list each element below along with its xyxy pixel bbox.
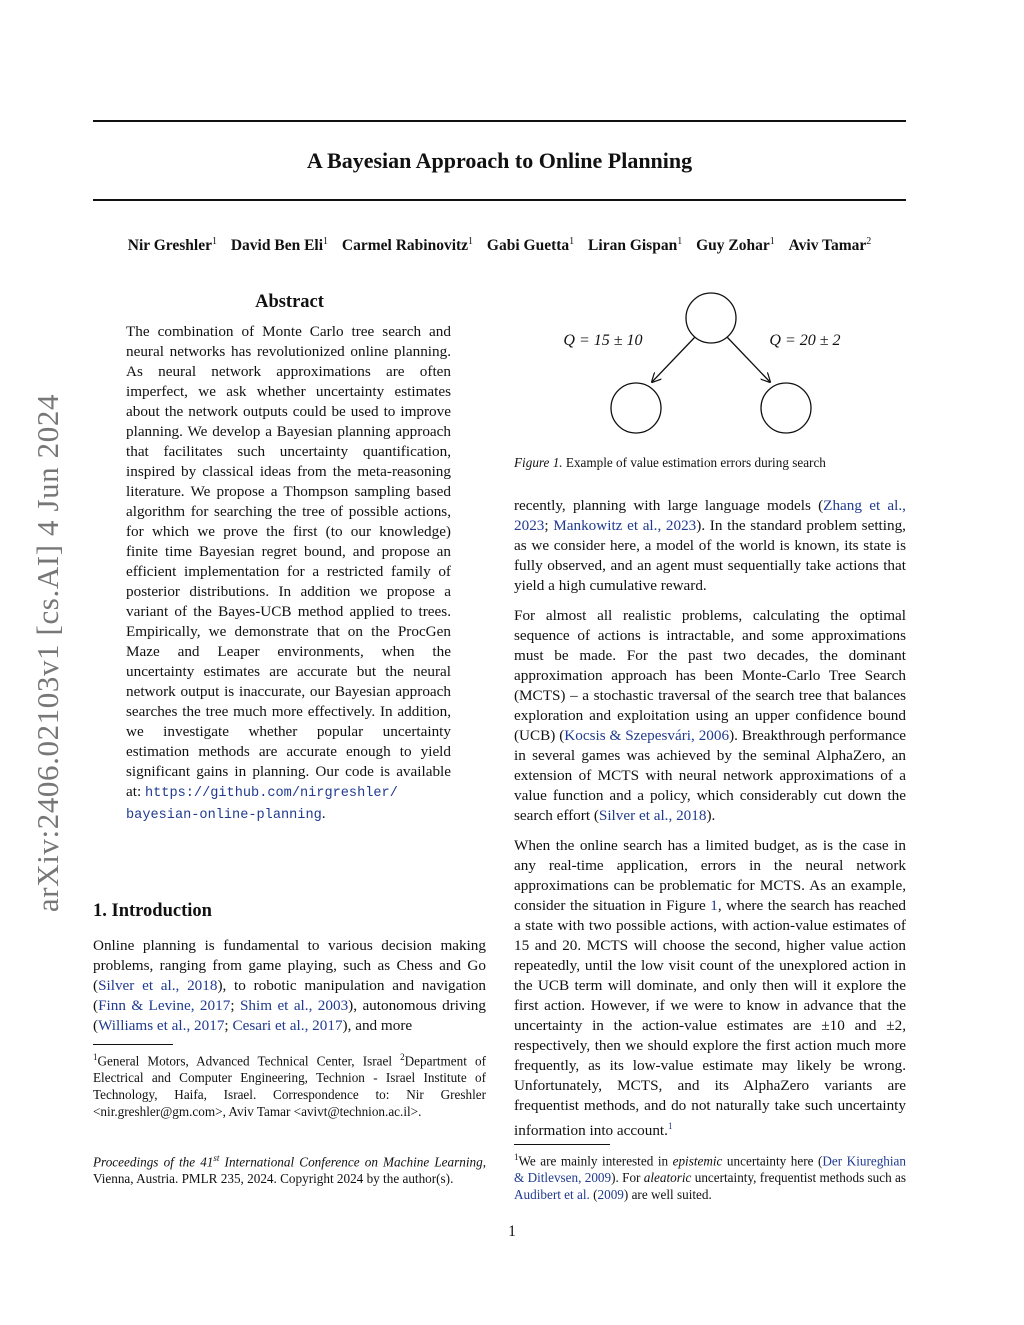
- citation-link[interactable]: Cesari et al., 2017: [232, 1017, 343, 1034]
- proceedings-note: Proceedings of the 41st International Conference on Machine Learning, Vienna, Austria. PMLR 235, 2024. Copyright 2024 by the author(s).: [93, 1153, 486, 1187]
- author: Nir Greshler$^1$: [127, 236, 217, 255]
- citation-link[interactable]: Shim et al., 2003: [239, 997, 349, 1014]
- footnote-rule: [514, 1144, 610, 1145]
- code-link-cont[interactable]: bayesian-online-planning: [126, 808, 322, 823]
- citation-link[interactable]: Silver et al., 2018: [598, 807, 707, 824]
- author: Liran Gispan$^1$: [588, 236, 683, 255]
- author-list: [93, 236, 906, 255]
- citation-link[interactable]: 2009: [597, 1187, 624, 1203]
- author: Guy Zohar$^1$: [696, 236, 775, 255]
- affiliation-footnote: $^1$General Motors, Advanced Technical Center, Israel $^2$Department of Electrical and Computer Engineering, Technion - Israel Institute of Technology, Haifa, Israel. Correspondence to: Nir Greshler <nir.greshler@gm.com>, Aviv Tamar <avivt@technion.ac.il>.: [93, 1052, 486, 1120]
- right-child-node: [761, 383, 811, 433]
- citation-link[interactable]: Kocsis & Szepesvári, 2006: [564, 727, 730, 744]
- abstract-heading: Abstract: [255, 292, 324, 312]
- citation-link[interactable]: Zhang et al., 2023: [514, 497, 906, 534]
- introduction-heading: 1. Introduction: [93, 901, 212, 921]
- left-q-label: Q = 15 ± 10: [563, 332, 643, 349]
- author: Aviv Tamar$^2$: [788, 236, 872, 255]
- figure-1-caption: Figure 1. Example of value estimation errors during search: [514, 455, 826, 470]
- figure-ref-link[interactable]: 1: [710, 897, 718, 914]
- root-node: [686, 293, 736, 343]
- citation-link[interactable]: Audibert et al.: [514, 1187, 590, 1203]
- uncertainty-footnote: $^1$We are mainly interested in epistemic uncertainty here (Der Kiureghian & Ditlevsen, 2009). For aleatoric uncertainty, frequentist methods such as Audibert et al. (2009) are well suited.: [514, 1152, 907, 1203]
- code-link[interactable]: https://github.com/nirgreshler/: [144, 786, 398, 801]
- right-edge-arrow: [727, 337, 770, 382]
- intro-paragraph-1: Online planning is fundamental to various decision making problems, ranging from game playing, such as Chess and Go (Silver et al., 2018), to robotic manipulation and navigation (Finn & Levine, 2017; Shim et al., 2003), autonomous driving (Williams et al., 2017; Cesari et al., 2017), and more: [93, 937, 487, 1034]
- left-child-node: [611, 383, 661, 433]
- citation-link[interactable]: Der Kiureghian & Ditlevsen, 2009: [514, 1153, 906, 1186]
- citation-link[interactable]: Williams et al., 2017: [98, 1017, 225, 1034]
- figure-1-tree-diagram: [560, 285, 860, 435]
- left-edge-arrow: [652, 337, 695, 382]
- paper-title: A Bayesian Approach to Online Planning: [306, 148, 693, 173]
- author: Gabi Guetta$^1$: [486, 236, 575, 255]
- footnote-rule: [93, 1044, 173, 1045]
- citation-link[interactable]: Finn & Levine, 2017: [98, 997, 231, 1014]
- right-q-label: Q = 20 ± 2: [769, 332, 841, 349]
- footnote-ref-link[interactable]: 1: [667, 1121, 673, 1131]
- citation-link[interactable]: Silver et al., 2018: [98, 977, 218, 994]
- intro-paragraph-1-cont: recently, planning with large language models (Zhang et al., 2023; Mankowitz et al., 2023). In the standard problem setting, as we consider here, a model of the world is known, its state is fully observed, and an agent must sequentially take actions that yield a high cumulative reward.: [514, 497, 906, 594]
- page-number: 1: [508, 1223, 516, 1240]
- title-top-rule: [93, 120, 906, 122]
- arxiv-watermark: arXiv:2406.02103v1 [cs.AI] 4 Jun 2024: [30, 393, 65, 913]
- author: Carmel Rabinovitz$^1$: [341, 236, 474, 255]
- author: David Ben Eli$^1$: [230, 236, 329, 255]
- intro-paragraph-2: For almost all realistic problems, calculating the optimal sequence of actions is intractable, and some approximations must be made. For the past two decades, the dominant approximation approach has been Monte-Carlo Tree Search (MCTS) – a stochastic traversal of the search tree that balances exploration and exploitation using an upper confidence bound (UCB) (Kocsis & Szepesvári, 2006). Breakthrough performance in several games was achieved by the seminal AlphaZero, an extension of MCTS with neural network approximations of a value function and a policy, which considerably cut down the search effort (Silver et al., 2018).: [514, 607, 906, 824]
- abstract-body: The combination of Monte Carlo tree search and neural networks has revolutionized online planning. As neural network approximations are often imperfect, we ask whether uncertainty estimates about the network outputs could be used to improve planning. We develop a Bayesian planning approach that facilitates such uncertainty quantification, inspired by classical ideas from the meta-reasoning literature. We propose a Thompson sampling based algorithm for searching the tree of possible actions, for which we prove the first (to our knowledge) finite time Bayesian regret bound, and propose an efficient implementation for a restricted family of posterior distributions. In addition we propose a variant of the Bayes-UCB method applied to trees. Empirically, we demonstrate that on the ProcGen Maze and Leaper environments, when the uncertainty estimates are accurate but the neural network output is inaccurate, our Bayesian approach searches the tree much more effectively. In addition, we investigate whether popular uncertainty estimation methods are accurate enough to yield significant gains in planning. Our code is available at: https://github.com/nirgreshler/ bayesian-online-planning.: [126, 323, 451, 823]
- title-bottom-rule: [93, 199, 906, 201]
- citation-link[interactable]: Mankowitz et al., 2023: [553, 517, 697, 534]
- intro-paragraph-3: When the online search has a limited budget, as is the case in any real-time application, errors in the neural network approximations can be problematic for MCTS. As an example, consider the situation in Figure 1, where the search has reached a state with two possible actions, with action-value estimates of 15 and 20. MCTS will choose the second, higher value action repeatedly, until the low visit count of the unexplored action in the UCB term will dominate, and only then will it explore the first action. However, if we were to know in advance that the uncertainty in the action-value estimates are ±10 and ±2, respectively, then we should explore the first action much more frequently, as its low-value estimate may likely be wrong. Unfortunately, MCTS, and its AlphaZero variants are frequentist methods, and do not naturally take such uncertainty information into account.$^1$: [514, 837, 906, 1140]
